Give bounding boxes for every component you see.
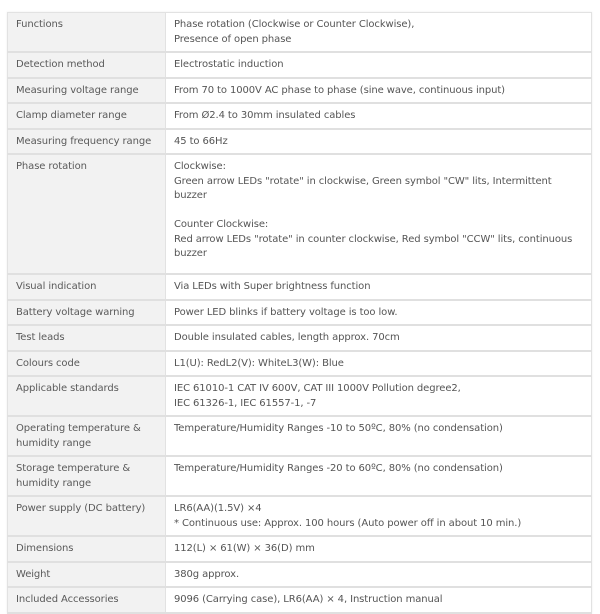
spec-label: Test leads — [8, 325, 166, 351]
spec-label: Clamp diameter range — [8, 103, 166, 129]
spec-value-line: Temperature/Humidity Ranges -10 to 50ºC, 80% (no condensation) — [174, 423, 503, 434]
spec-value-line: 112(L) × 61(W) × 36(D) mm — [174, 543, 315, 554]
spec-label: Weight — [8, 562, 166, 588]
spec-row — [8, 376, 592, 416]
spec-label: Measuring voltage range — [8, 78, 166, 104]
spec-label: Visual indication — [8, 274, 166, 300]
spec-value-line: Clockwise: — [174, 161, 226, 172]
spec-value-line: buzzer — [174, 190, 207, 201]
spec-label: Phase rotation — [8, 154, 166, 274]
spec-label: Dimensions — [8, 536, 166, 562]
spec-value-line: IEC 61326-1, IEC 61557-1, -7 — [174, 397, 317, 409]
spec-value — [166, 376, 592, 416]
specifications-table-body — [8, 13, 592, 613]
spec-value — [166, 154, 592, 274]
spec-value — [166, 562, 592, 588]
spec-row — [8, 274, 592, 300]
spec-value — [166, 52, 592, 78]
spec-value-line: Phase rotation (Clockwise or Counter Clockwise), — [174, 19, 415, 30]
spec-value — [166, 129, 592, 155]
spec-label: Functions — [8, 13, 166, 53]
spec-value — [166, 536, 592, 562]
spec-row — [8, 300, 592, 326]
specifications-table — [7, 12, 592, 614]
spec-row — [8, 325, 592, 351]
spec-value — [166, 274, 592, 300]
spec-row — [8, 13, 592, 53]
spec-row — [8, 52, 592, 78]
spec-row — [8, 456, 592, 496]
spec-label: Applicable standards — [8, 376, 166, 416]
spec-label: Included Accessories — [8, 587, 166, 613]
spec-value-line: Presence of open phase — [174, 33, 292, 45]
spec-value — [166, 416, 592, 456]
spec-value — [166, 300, 592, 326]
spec-label: Storage temperature & humidity range — [8, 456, 166, 496]
spec-label: Measuring frequency range — [8, 129, 166, 155]
spec-value-line: Red arrow LEDs "rotate" in counter clockwise, Red symbol "CCW" lits, continuous — [174, 233, 573, 245]
spec-value-line: buzzer — [174, 248, 207, 259]
spec-value-line: Counter Clockwise: — [174, 219, 269, 230]
spec-value — [166, 496, 592, 536]
spec-row — [8, 103, 592, 129]
spec-value-line: From 70 to 1000V AC phase to phase (sine wave, continuous input) — [174, 84, 505, 96]
spec-value-line: 380g approx. — [174, 568, 240, 580]
spec-value-line: IEC 61010-1 CAT IV 600V, CAT III 1000V Pollution degree2, — [174, 383, 461, 394]
spec-row — [8, 78, 592, 104]
spec-value-line: Green arrow LEDs "rotate" in clockwise, Green symbol "CW" lits, Intermittent — [174, 175, 552, 187]
spec-row — [8, 496, 592, 536]
spec-value — [166, 13, 592, 53]
spec-value — [166, 456, 592, 496]
spec-value-line: 45 to 66Hz — [174, 135, 228, 147]
spec-row — [8, 154, 592, 274]
spec-value-spacer — [174, 204, 583, 219]
spec-value-line: From Ø2.4 to 30mm insulated cables — [174, 110, 356, 121]
spec-value-line: Power LED blinks if battery voltage is too low. — [174, 306, 398, 318]
spec-value-line: 9096 (Carrying case), LR6(AA) × 4, Instruction manual — [174, 594, 443, 605]
spec-row — [8, 536, 592, 562]
spec-row — [8, 562, 592, 588]
spec-value-line: * Continuous use: Approx. 100 hours (Auto power off in about 10 min.) — [174, 517, 522, 529]
spec-label: Detection method — [8, 52, 166, 78]
spec-label: Operating temperature & humidity range — [8, 416, 166, 456]
spec-label: Power supply (DC battery) — [8, 496, 166, 536]
spec-row — [8, 129, 592, 155]
spec-value — [166, 103, 592, 129]
spec-value — [166, 325, 592, 351]
spec-value-line: Double insulated cables, length approx. 70cm — [174, 332, 400, 343]
spec-value-line: Via LEDs with Super brightness function — [174, 281, 371, 292]
spec-value — [166, 78, 592, 104]
spec-value-line: LR6(AA)(1.5V) ×4 — [174, 503, 262, 514]
spec-value-line: Temperature/Humidity Ranges -20 to 60ºC, 80% (no condensation) — [174, 463, 503, 474]
spec-row — [8, 416, 592, 456]
spec-label: Colours code — [8, 351, 166, 377]
spec-row — [8, 351, 592, 377]
spec-value-line: Electrostatic induction — [174, 59, 284, 70]
spec-value — [166, 351, 592, 377]
spec-value-line: L1(U): RedL2(V): WhiteL3(W): Blue — [174, 357, 344, 369]
spec-label: Battery voltage warning — [8, 300, 166, 326]
